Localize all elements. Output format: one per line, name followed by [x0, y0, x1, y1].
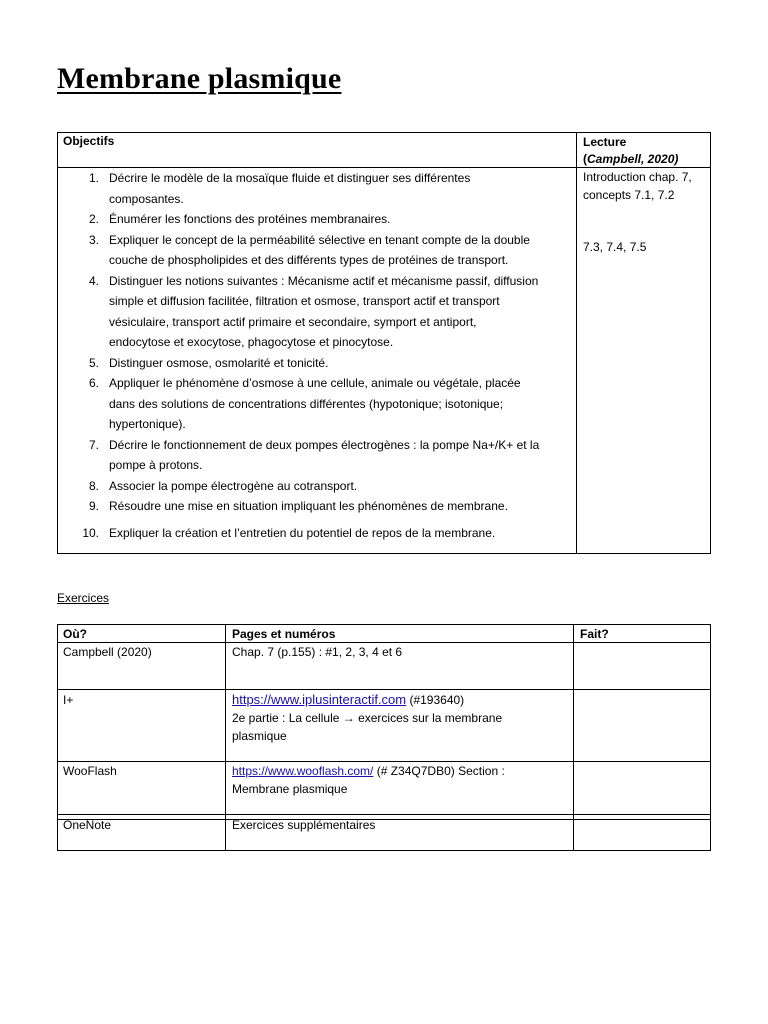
row-wooflash-pages: https://www.wooflash.com/ (# Z34Q7DB0) Section : Membrane plasmique — [232, 764, 505, 796]
objective-number: 7. — [88, 437, 99, 452]
objective-text-line: Décrire le fonctionnement de deux pompes électrogènes : la pompe Na+/K+ et la — [109, 437, 540, 452]
objective-text-line: couche de phospholipides et des différents types de protéines de transport. — [109, 253, 509, 267]
row-iplus-where: I+ — [63, 693, 74, 707]
objectives-header: Objectifs — [63, 134, 115, 148]
objective-text-line: Distinguer les notions suivantes : Mécanisme actif et mécanisme passif, diffusion — [109, 273, 539, 288]
objective-number: 9. — [88, 499, 99, 513]
exercises-table — [57, 624, 711, 851]
reading-concepts-2: 7.3, 7.4, 7.5 — [583, 240, 647, 254]
objective-item — [58, 373, 573, 435]
objective-number: 8. — [88, 478, 99, 493]
objective-text-line: pompe à protons. — [109, 458, 203, 472]
objective-text-line: composantes. — [109, 191, 184, 206]
row-wooflash-where: WooFlash — [63, 764, 117, 778]
objective-text-line: hypertonique). — [109, 417, 186, 431]
row-divider — [58, 814, 710, 815]
objective-item — [58, 168, 573, 209]
header-pages: Pages et numéros — [232, 627, 336, 641]
objective-item — [58, 476, 573, 497]
column-divider — [573, 625, 574, 850]
objective-number: 2. — [88, 212, 99, 226]
objectives-list — [58, 168, 573, 543]
objective-item — [58, 435, 573, 476]
objective-number: 3. — [88, 232, 99, 247]
objective-item — [58, 496, 573, 517]
objective-number: 1. — [88, 171, 99, 185]
objectives-table — [57, 132, 711, 554]
objective-item — [58, 230, 573, 271]
page-title: Membrane plasmique — [57, 62, 342, 95]
objective-number: 4. — [88, 273, 99, 288]
objective-number: 6. — [88, 376, 99, 390]
objective-text-line: Appliquer le phénomène d’osmose à une cellule, animale ou végétale, placée — [109, 376, 521, 390]
objective-text-line: Énumérer les fonctions des protéines membranaires. — [109, 212, 391, 226]
iplus-link[interactable]: https://www.iplusinteractif.com — [232, 692, 407, 707]
header-done: Fait? — [580, 627, 609, 641]
reading-header: Lecture (Campbell, 2020) — [583, 135, 679, 166]
header-where: Où? — [63, 627, 87, 641]
row-iplus-pages: https://www.iplusinteractif.com (#193640) 2e partie : La cellule → exercices sur la membrane plasmique — [232, 692, 503, 743]
row-onenote-pages: Exercices supplémentaires — [232, 818, 376, 832]
objective-number: 5. — [88, 355, 99, 370]
row-campbell-where: Campbell (2020) — [63, 645, 152, 659]
exercises-title: Exercices — [57, 591, 110, 605]
objective-text-line: vésiculaire, transport actif primaire et secondaire, symport et antiport, — [109, 314, 477, 329]
objective-number: 10. — [82, 525, 99, 540]
wooflash-link[interactable]: https://www.wooflash.com/ — [232, 764, 374, 778]
row-campbell-pages: Chap. 7 (p.155) : #1, 2, 3, 4 et 6 — [232, 645, 403, 659]
objective-item — [58, 271, 573, 353]
row-divider — [58, 689, 710, 690]
objective-text-line: Expliquer la création et l’entretien du potentiel de repos de la membrane. — [109, 525, 496, 540]
objective-text-line: endocytose et exocytose, phagocytose et pinocytose. — [109, 335, 394, 349]
objective-text-line: simple et diffusion facilitée, filtration et osmose, transport actif et transport — [109, 294, 500, 308]
objective-text-line: Décrire le modèle de la mosaïque fluide et distinguer ses différentes — [109, 171, 471, 185]
row-onenote-where: OneNote — [63, 818, 112, 832]
objective-text-line: dans des solutions de concentrations différentes (hypotonique; isotonique; — [109, 396, 504, 411]
column-divider — [225, 625, 226, 850]
reading-concepts-1: Introduction chap. 7, concepts 7.1, 7.2 — [583, 170, 692, 202]
row-divider — [58, 819, 710, 820]
objective-text-line: Expliquer le concept de la perméabilité sélective en tenant compte de la double — [109, 232, 530, 247]
objective-text-line: Associer la pompe électrogène au cotransport. — [109, 478, 358, 493]
objective-text-line: Résoudre une mise en situation impliquant les phénomènes de membrane. — [109, 499, 508, 513]
column-divider — [576, 133, 577, 553]
objective-text-line: Distinguer osmose, osmolarité et tonicité. — [109, 355, 329, 370]
objective-item — [58, 209, 573, 230]
objective-item — [58, 353, 573, 374]
objective-item — [58, 523, 573, 544]
